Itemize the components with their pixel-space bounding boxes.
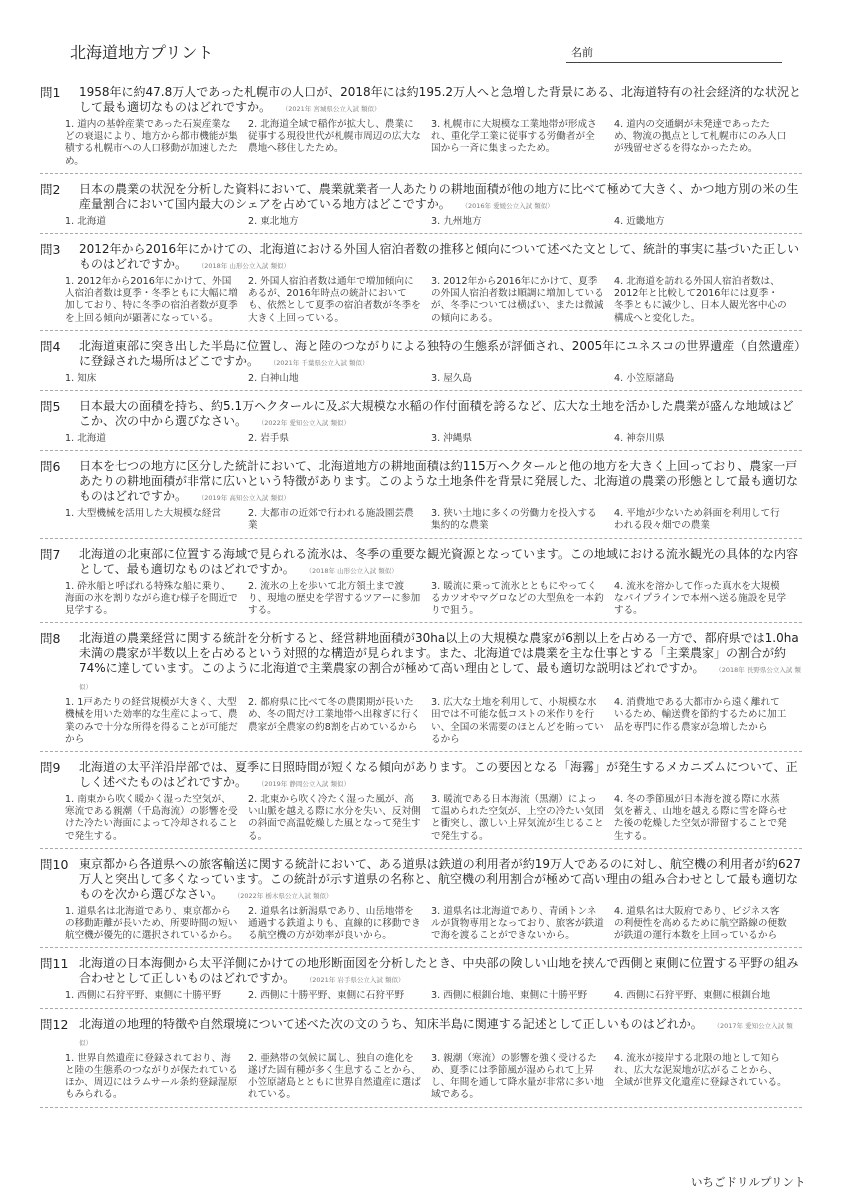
choice-list xyxy=(65,373,802,385)
question-text: 北海道の地理的特徴や自然環境について述べた次の文のうち、知床半島に関連する記述として正しいものはどれか。 xyxy=(79,1016,703,1031)
question-header xyxy=(40,760,802,792)
question-number: 問9 xyxy=(40,760,61,776)
question-header xyxy=(40,631,802,695)
question-header xyxy=(40,1017,802,1051)
question-text: 1958年に約47.8万人であった札幌市の人口が、2018年には約195.2万人へと急増した背景にある、北海道特有の社会経済的な状況として最も適切なものはどれですか。 xyxy=(79,85,802,114)
question-source: （2016年 愛媛公立入試 類似） xyxy=(464,201,554,210)
choice-list xyxy=(65,581,802,618)
answer-choice[interactable]: 2. 道県名は新潟県であり、山岳地帯を通過する鉄道よりも、直線的に移動できる航空機の方が効率が良いから。 xyxy=(248,905,421,942)
answer-choice[interactable]: 1. 1戸あたりの経営規模が大きく、大型機械を用いた効率的な生産によって、農業のみで十分な所得を得ることが可能だから xyxy=(65,697,238,745)
question-number: 問11 xyxy=(40,956,69,972)
name-label: 名前 xyxy=(571,46,593,59)
question-number: 問3 xyxy=(40,242,61,258)
answer-choice[interactable]: 4. 西側に石狩平野、東側に根釧台地 xyxy=(614,990,771,1002)
answer-choice[interactable]: 4. 近畿地方 xyxy=(614,215,665,227)
question-text: 北海道東部に突き出した半島に位置し、海と陸のつながりによる独特の生態系が評価され、2005年にユネスコの世界遺産（自然遺産）に登録された場所はどこですか。 xyxy=(79,338,801,368)
question-source: （2021年 宮城県公立入試 類似） xyxy=(285,105,381,113)
answer-choice[interactable]: 3. 札幌市に大規模な工業地帯が形成され、重化学工業に従事する労働者が全国から一斉に集まったため。 xyxy=(431,119,597,155)
answer-choice[interactable]: 2. 東北地方 xyxy=(248,215,299,227)
answer-choice[interactable]: 1. 2012年から2016年にかけて、外国人宿泊者数は夏季・冬季ともに大幅に増加しており、特に冬季の宿泊者数が夏季を上回る傾向が顕著になっている。 xyxy=(65,276,238,324)
question-text-wrap xyxy=(79,956,802,988)
question-header xyxy=(40,857,802,904)
answer-choice[interactable]: 4. 平地が少ないため斜面を利用して行われる段々畑での農業 xyxy=(614,508,780,532)
question-header xyxy=(40,85,802,117)
question-number: 問7 xyxy=(40,546,61,562)
question-number: 問6 xyxy=(40,459,61,475)
question-number: 問5 xyxy=(40,399,61,415)
answer-choice[interactable]: 2. 都府県に比べて冬の農閑期が長いため、冬の間だけ工業地帯へ出稼ぎに行く農家が全農家の約8割を占めているから xyxy=(248,697,421,733)
question-number: 問8 xyxy=(40,631,61,647)
answer-choice[interactable]: 4. 神奈川県 xyxy=(614,433,665,445)
answer-choice[interactable]: 2. 大都市の近郊で行われる施設園芸農業 xyxy=(248,508,414,532)
question-text-wrap xyxy=(79,182,802,214)
answer-choice[interactable]: 3. 屋久島 xyxy=(431,372,472,384)
answer-choice[interactable]: 4. 流氷が接岸する北限の地として知られ、広大な泥炭地が広がることから、全域が世界文化遺産に登録されている。 xyxy=(614,1052,787,1089)
answer-choice[interactable]: 2. 流氷の上を歩いて北方領土まで渡り、現地の歴史を学習するツアーに参加する。 xyxy=(248,580,421,617)
answer-choice[interactable]: 4. 冬の季節風が日本海を渡る際に水蒸気を蓄え、山地を越える際に雪を降らせた後の乾燥した空気が滞留することで発生する。 xyxy=(614,794,787,842)
question-text: 東京都から各道県への旅客輸送に関する統計において、ある道県は鉄道の利用者が約19万人であるのに対し、航空機の利用者が約627万人と突出して多くなっています。この統計が示す道県の名称と、航空機の利用割合が極めて高い理由の組み合わせとして最も適切なものを次から選びなさい。 xyxy=(79,856,801,901)
question-text: 日本最大の面積を持ち、約5.1万ヘクタールに及ぶ大規模な水稲の作付面積を誇るなど、広大な土地を活かした農業が盛んな地域はどこか、次の中から選びなさい。 xyxy=(79,399,794,429)
answer-choice[interactable]: 1. 北海道 xyxy=(65,433,106,445)
answer-choice[interactable]: 1. 北海道 xyxy=(65,215,106,227)
question-block xyxy=(40,179,802,234)
question-block xyxy=(40,1014,802,1108)
question-header xyxy=(40,459,802,506)
answer-choice[interactable]: 1. 大型機械を活用した大規模な経営 xyxy=(65,508,222,520)
answer-choice[interactable]: 1. 西側に石狩平野、東側に十勝平野 xyxy=(65,990,222,1002)
choice-list xyxy=(65,697,802,746)
answer-choice[interactable]: 4. 北海道を訪れる外国人宿泊者数は、2012年と比較して2016年には夏季・冬季ともに減少し、日本人観光客中心の構成へと変化した。 xyxy=(614,276,787,324)
choice-list xyxy=(65,433,802,445)
question-header xyxy=(40,956,802,988)
question-block xyxy=(40,456,802,538)
question-block xyxy=(40,396,802,451)
answer-choice[interactable]: 3. 2012年から2016年にかけて、夏季の外国人宿泊者数は順調に増加しているが、冬季については横ばい、または微減の傾向にある。 xyxy=(431,276,604,324)
choice-list xyxy=(65,508,802,532)
question-block xyxy=(40,544,802,624)
answer-choice[interactable]: 2. 北東から吹く冷たく湿った風が、高い山脈を越える際に水分を失い、反対側の斜面で高温乾燥した風となって発生する。 xyxy=(248,794,421,842)
question-text-wrap xyxy=(79,459,802,506)
question-block xyxy=(40,953,802,1008)
answer-choice[interactable]: 3. 西側に根釧台地、東側に十勝平野 xyxy=(431,990,588,1002)
choice-list xyxy=(65,119,802,168)
question-block xyxy=(40,757,802,849)
question-source: （2018年 長野県公立入試 類似） xyxy=(79,666,801,692)
choice-list xyxy=(65,1053,802,1102)
answer-choice[interactable]: 2. 西側に十勝平野、東側に石狩平野 xyxy=(248,990,405,1002)
question-text: 北海道の太平洋沿岸部では、夏季に日照時間が短くなる傾向があります。この要因となる「海霧」が発生するメカニズムについて、正しく述べたものはどれですか。 xyxy=(79,760,798,790)
question-text-wrap xyxy=(79,857,802,904)
question-number: 問4 xyxy=(40,338,61,354)
question-block xyxy=(40,82,802,174)
choice-list xyxy=(65,276,802,325)
answer-choice[interactable]: 3. 暖流に乗って流氷とともにやってくるカツオやマグロなどの大型魚を一本釣りで狙う。 xyxy=(431,580,604,617)
question-text-wrap xyxy=(79,85,802,117)
question-header xyxy=(40,339,802,371)
question-source: （2021年 千葉県公立入試 類似） xyxy=(273,358,369,367)
question-source: （2018年 山形公立入試 類似） xyxy=(201,262,290,271)
question-text-wrap xyxy=(79,399,802,431)
question-block xyxy=(40,854,802,949)
question-source: （2019年 高知公立入試 類似） xyxy=(201,494,290,503)
question-text-wrap xyxy=(79,631,802,695)
question-block xyxy=(40,239,802,331)
answer-choice[interactable]: 2. 北海道全域で稲作が拡大し、農業に従事する現役世代が札幌市周辺の広大な農地へ移住したため。 xyxy=(248,119,421,155)
print-title: 北海道地方プリント xyxy=(70,43,214,62)
answer-choice[interactable]: 3. 道県名は北海道であり、青函トンネルが貨物専用となっており、旅客が鉄道で海を渡ることができないから。 xyxy=(431,905,604,942)
question-number: 問2 xyxy=(40,181,61,197)
answer-choice[interactable]: 3. 沖縄県 xyxy=(431,433,472,445)
answer-choice[interactable]: 1. 南東から吹く暖かく湿った空気が、寒流である親潮（千島海流）の影響を受けた冷たい海面によって冷却されることで発生する。 xyxy=(65,794,238,842)
answer-choice[interactable]: 1. 知床 xyxy=(65,372,97,384)
question-number: 問12 xyxy=(40,1016,69,1032)
question-source: （2022年 愛知公立入試 類似） xyxy=(261,419,350,428)
question-text: 2012年から2016年にかけての、北海道における外国人宿泊者数の推移と傾向について述べた文として、統計的事実に基づいた正しいものはどれですか。 xyxy=(79,242,800,272)
question-block xyxy=(40,336,802,391)
choice-list xyxy=(65,906,802,943)
question-header xyxy=(40,182,802,214)
question-text-wrap xyxy=(79,242,802,274)
question-header xyxy=(40,399,802,431)
question-header xyxy=(40,242,802,274)
question-list xyxy=(40,82,802,1113)
question-text: 北海道の日本海側から太平洋側にかけての地形断面図を分析したとき、中央部の険しい山地を挟んで西側と東側に位置する平野の組み合わせとして正しいものはどれですか。 xyxy=(79,956,799,986)
answer-choice[interactable]: 3. 広大な土地を利用して、小規模な水田では不可能な低コストの米作りを行い、全国の米需要のほとんどを賄っているから xyxy=(431,697,604,745)
answer-choice[interactable]: 4. 道県名は大阪府であり、ビジネス客の利便性を高めるために航空路線の便数が鉄道の運行本数を上回っているから xyxy=(614,905,787,942)
question-source: （2021年 岩手県公立入試 類似） xyxy=(309,976,405,985)
question-source: （2022年 栃木県公立入試 類似） xyxy=(237,891,333,900)
question-source: （2019年 静岡公立入試 類似） xyxy=(261,780,350,789)
answer-choice[interactable]: 4. 小笠原諸島 xyxy=(614,372,675,384)
question-block xyxy=(40,628,802,752)
question-text-wrap xyxy=(79,1017,802,1051)
answer-choice[interactable]: 4. 消費地である大都市から遠く離れているため、輸送費を節約するために加工品を専門に作る農家が急増したから xyxy=(614,697,787,733)
answer-choice[interactable]: 4. 流氷を溶かして作った真水を大規模なパイプラインで本州へ送る施設を見学する。 xyxy=(614,580,787,617)
question-source: （2017年 愛知公立入試 類似） xyxy=(79,1021,793,1047)
answer-choice[interactable]: 2. 外国人宿泊者数は通年で増加傾向にあるが、2016年時点の統計においても、依然として夏季の宿泊者数が冬季を大きく上回っている。 xyxy=(248,276,421,324)
answer-choice[interactable]: 1. 砕氷船と呼ばれる特殊な船に乗り、海面の氷を割りながら進む様子を間近で見学する。 xyxy=(65,580,238,617)
question-text: 北海道の北東部に位置する海域で見られる流氷は、冬季の重要な観光資源となっています。この地域における流氷観光の具体的な内容として、最も適切なものはどれですか。 xyxy=(79,546,799,576)
answer-choice[interactable]: 3. 九州地方 xyxy=(431,215,482,227)
question-text: 日本を七つの地方に区分した統計において、北海道地方の耕地面積は約115万ヘクタールと他の地方を大きく上回っており、農家一戸あたりの耕地面積が非常に広いという特徴があります。このような土地条件を背景に発展した、北海道の農業の形態として最も適切なものはどれですか。 xyxy=(79,459,799,504)
question-number: 問1 xyxy=(40,85,61,100)
choice-list xyxy=(65,990,802,1002)
answer-choice[interactable]: 3. 暖流である日本海流（黒潮）によって温められた空気が、上空の冷たい気団と衝突し、激しい上昇気流が生じることで発生する。 xyxy=(431,794,604,842)
question-text: 北海道の農業経営に関する統計を分析すると、経営耕地面積が30ha以上の大規模な農家が6割以上を占める一方で、都府県では1.0ha未満の農家が半数以上を占めるという対照的な構造が見られます。また、北海道では農業を主な仕事とする「主業農家」の割合が約74%に達しています。このように北海道で主業農家の割合が極めて高い理由として、最も適切な説明はどれですか。 xyxy=(79,631,799,676)
question-text-wrap xyxy=(79,547,802,579)
question-text-wrap xyxy=(79,760,802,792)
question-text-wrap xyxy=(79,339,802,371)
answer-choice[interactable]: 4. 道内の交通網が未発達であったため、物流の拠点として札幌市にのみ人口が残留せざるを得なかったため。 xyxy=(614,119,787,155)
choice-list xyxy=(65,216,802,228)
answer-choice[interactable]: 1. 世界自然遺産に登録されており、海と陸の生態系のつながりが保たれているほか、周辺にはラムサール条約登録湿原もみられる。 xyxy=(65,1052,238,1101)
footer-brand: いちごドリルプリント xyxy=(691,1175,806,1189)
answer-choice[interactable]: 3. 狭い土地に多くの労働力を投入する集約的な農業 xyxy=(431,508,597,532)
choice-list xyxy=(65,794,802,843)
question-header xyxy=(40,547,802,579)
question-text: 日本の農業の状況を分析した資料において、農業就業者一人あたりの耕地面積が他の地方に比べて極めて大きく、かつ地方別の米の生産量割合において国内最大のシェアを占めている地方はどこですか。 xyxy=(79,181,799,211)
answer-choice[interactable]: 2. 亜熱帯の気候に属し、独自の進化を遂げた固有種が多く生息することから、小笠原諸島とともに世界自然遺産に選ばれている。 xyxy=(248,1052,421,1101)
answer-choice[interactable]: 1. 道内の基幹産業であった石炭産業などの衰退により、地方から都市機能が集積する札幌市への人口移動が加速したため。 xyxy=(65,119,238,167)
question-source: （2018年 山形公立入試 類似） xyxy=(308,566,398,575)
answer-choice[interactable]: 2. 岩手県 xyxy=(248,433,289,445)
answer-choice[interactable]: 3. 親潮（寒流）の影響を強く受けるため、夏季には季節風が湿められて上昇し、年間を通して降水量が非常に多い地域である。 xyxy=(431,1052,604,1101)
question-number: 問10 xyxy=(40,856,69,872)
answer-choice[interactable]: 2. 白神山地 xyxy=(248,372,299,384)
answer-choice[interactable]: 1. 道県名は北海道であり、東京都からの移動距離が長いため、所要時間の短い航空機が優先的に選択されているから。 xyxy=(65,905,238,942)
name-field-line[interactable] xyxy=(566,62,782,63)
